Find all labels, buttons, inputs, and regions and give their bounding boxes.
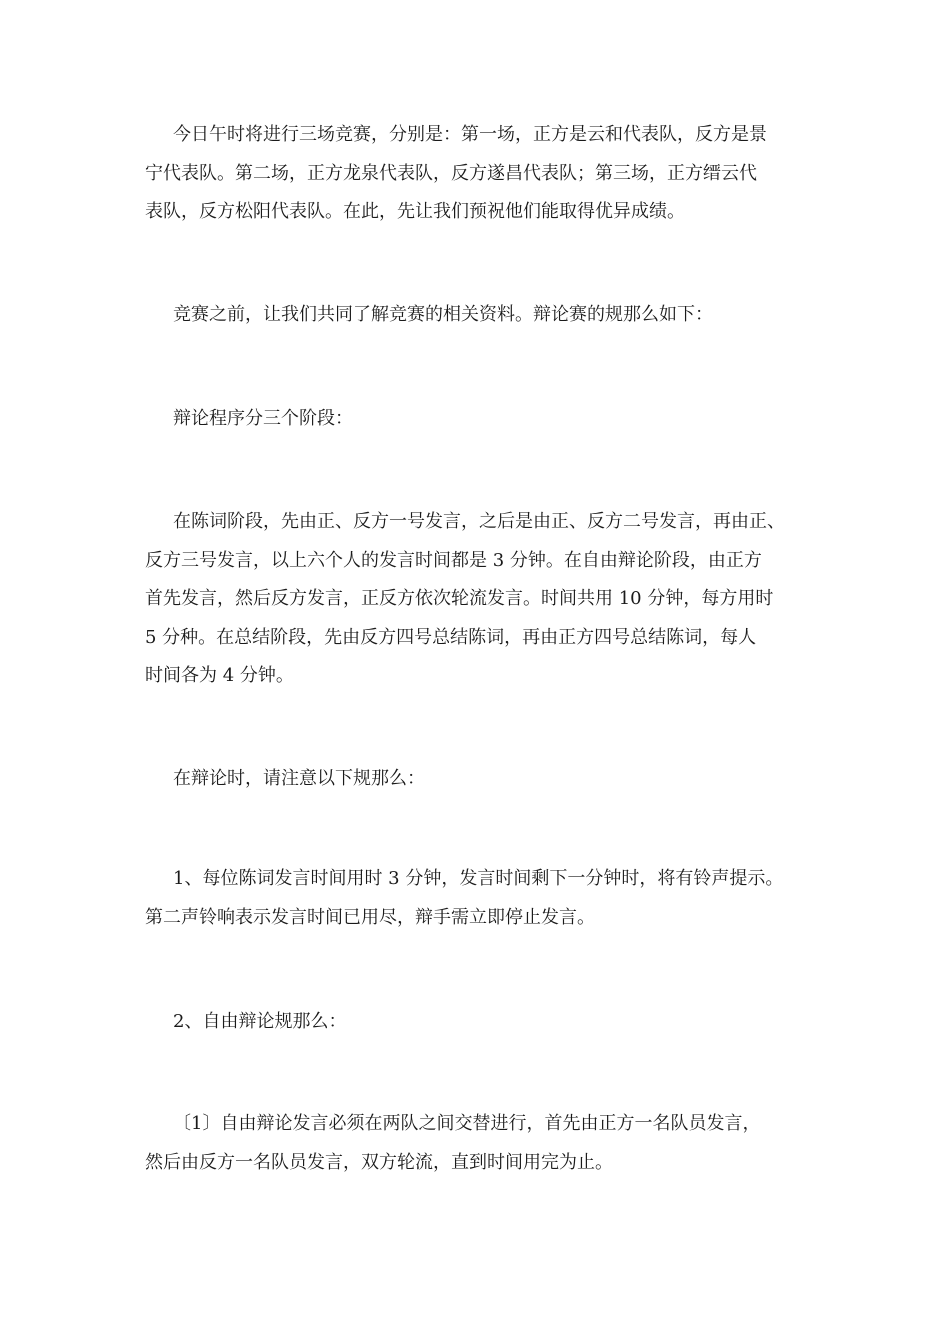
text-line: 在陈词阶段，先由正、反方一号发言，之后是由正、反方二号发言，再由正、 (173, 511, 785, 532)
paragraph-three-stages (145, 400, 825, 439)
paragraph-rules-intro (145, 296, 825, 335)
text-line: 〔1〕自由辩论发言必须在两队之间交替进行，首先由正方一名队员发言， (173, 1113, 761, 1134)
text-line: 辩论程序分三个阶段： (173, 408, 353, 429)
text-line: 第二声铃响表示发言时间已用尽，辩手需立即停止发言。 (145, 906, 595, 928)
text-line: 然后由反方一名队员发言，双方轮流，直到时间用完为止。 (145, 1151, 613, 1173)
text-line: 反方三号发言，以上六个人的发言时间都是 3 分钟。在自由辩论阶段，由正方 (145, 549, 762, 571)
paragraph-stage-details (145, 503, 825, 696)
paragraph-rule-2-heading (145, 1003, 825, 1042)
text-line: 5 分种。在总结阶段，先由反方四号总结陈词，再由正方四号总结陈词，每人 (145, 626, 757, 648)
text-line: 竞赛之前，让我们共同了解竞赛的相关资料。辩论赛的规那么如下： (173, 304, 713, 325)
text-line: 时间各为 4 分钟。 (145, 665, 294, 686)
paragraph-rule-1 (145, 860, 825, 937)
text-line: 宁代表队。第二场，正方龙泉代表队，反方遂昌代表队；第三场，正方缙云代 (145, 162, 757, 184)
text-line: 1、每位陈词发言时间用时 3 分钟，发言时间剩下一分钟时，将有铃声提示。 (173, 868, 784, 889)
text-line: 2、自由辩论规那么： (173, 1011, 347, 1032)
text-line: 今日午时将进行三场竞赛，分别是：第一场，正方是云和代表队，反方是景 (173, 124, 767, 145)
text-line: 表队，反方松阳代表队。在此，先让我们预祝他们能取得优异成绩。 (145, 201, 685, 222)
paragraph-debate-rules-intro (145, 760, 825, 799)
text-line: 首先发言，然后反方发言，正反方依次轮流发言。时间共用 10 分钟，每方用时 (145, 588, 774, 609)
paragraph-match-schedule (145, 116, 825, 232)
text-line: 在辩论时，请注意以下规那么： (173, 768, 425, 789)
paragraph-rule-2-1 (145, 1105, 825, 1182)
